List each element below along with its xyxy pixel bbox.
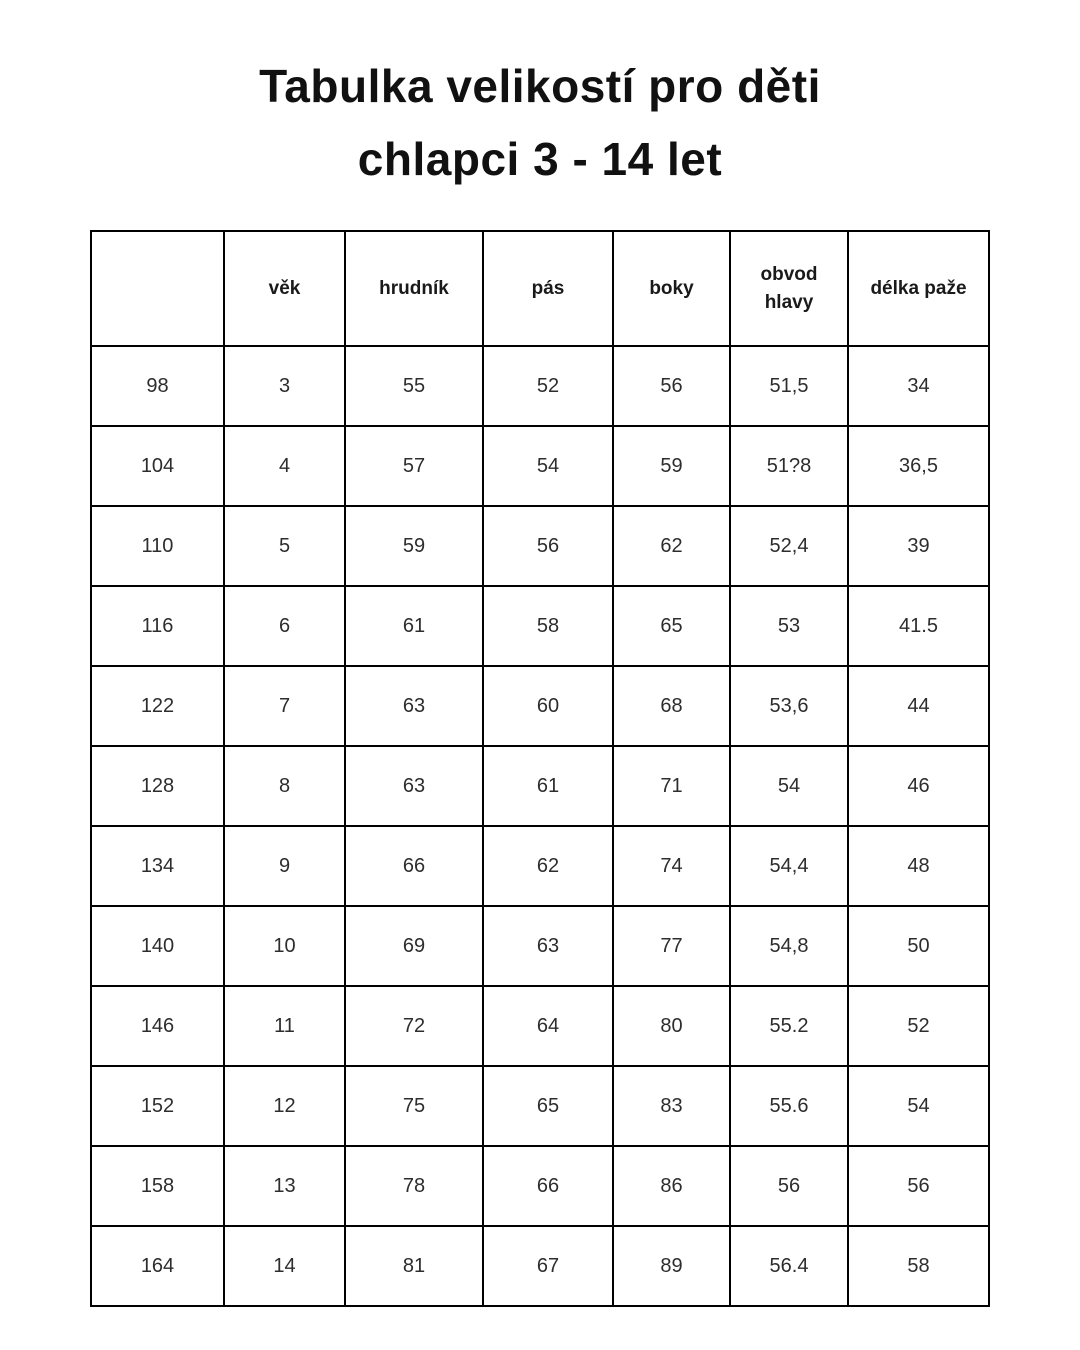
table-cell: 56 (613, 346, 730, 426)
size-cell: 152 (91, 1066, 224, 1146)
table-cell: 54 (483, 426, 613, 506)
table-cell: 53 (730, 586, 848, 666)
table-cell: 7 (224, 666, 345, 746)
table-cell: 54 (848, 1066, 989, 1146)
table-cell: 53,6 (730, 666, 848, 746)
title-line-1: Tabulka velikostí pro děti (259, 60, 821, 112)
table-row (91, 1146, 989, 1226)
column-header: věk (224, 231, 345, 346)
header-row (91, 231, 989, 346)
table-cell: 78 (345, 1146, 483, 1226)
table-cell: 63 (345, 746, 483, 826)
table-row (91, 346, 989, 426)
size-cell: 128 (91, 746, 224, 826)
title-line-2: chlapci 3 - 14 let (357, 133, 723, 185)
size-cell: 98 (91, 346, 224, 426)
size-cell: 158 (91, 1146, 224, 1226)
size-cell: 110 (91, 506, 224, 586)
table-cell: 59 (613, 426, 730, 506)
table-cell: 8 (224, 746, 345, 826)
table-row (91, 1226, 989, 1306)
table-cell: 9 (224, 826, 345, 906)
table-cell: 52,4 (730, 506, 848, 586)
table-cell: 62 (483, 826, 613, 906)
column-header: délka paže (848, 231, 989, 346)
table-cell: 62 (613, 506, 730, 586)
table-cell: 64 (483, 986, 613, 1066)
column-header: pás (483, 231, 613, 346)
table-cell: 52 (483, 346, 613, 426)
table-cell: 56.4 (730, 1226, 848, 1306)
table-row (91, 586, 989, 666)
page-title (0, 50, 1080, 196)
table-cell: 63 (483, 906, 613, 986)
size-cell: 122 (91, 666, 224, 746)
size-cell: 104 (91, 426, 224, 506)
table-cell: 65 (483, 1066, 613, 1146)
table-cell: 36,5 (848, 426, 989, 506)
table-cell: 67 (483, 1226, 613, 1306)
table-cell: 46 (848, 746, 989, 826)
table-cell: 6 (224, 586, 345, 666)
size-table (90, 230, 990, 1307)
table-cell: 55.2 (730, 986, 848, 1066)
table-cell: 86 (613, 1146, 730, 1226)
table-row (91, 906, 989, 986)
table-cell: 56 (483, 506, 613, 586)
table-cell: 75 (345, 1066, 483, 1146)
table-cell: 13 (224, 1146, 345, 1226)
table-cell: 60 (483, 666, 613, 746)
table-cell: 74 (613, 826, 730, 906)
size-table-body (91, 346, 989, 1306)
table-cell: 54,4 (730, 826, 848, 906)
table-cell: 61 (483, 746, 613, 826)
table-cell: 66 (345, 826, 483, 906)
table-cell: 5 (224, 506, 345, 586)
table-cell: 81 (345, 1226, 483, 1306)
table-cell: 56 (848, 1146, 989, 1226)
table-cell: 11 (224, 986, 345, 1066)
table-cell: 57 (345, 426, 483, 506)
size-cell: 146 (91, 986, 224, 1066)
table-cell: 55 (345, 346, 483, 426)
table-cell: 51?8 (730, 426, 848, 506)
table-cell: 58 (848, 1226, 989, 1306)
table-cell: 58 (483, 586, 613, 666)
table-cell: 71 (613, 746, 730, 826)
table-cell: 54 (730, 746, 848, 826)
table-cell: 39 (848, 506, 989, 586)
table-cell: 59 (345, 506, 483, 586)
table-row (91, 746, 989, 826)
size-cell: 164 (91, 1226, 224, 1306)
size-cell: 140 (91, 906, 224, 986)
table-cell: 10 (224, 906, 345, 986)
table-cell: 77 (613, 906, 730, 986)
table-row (91, 506, 989, 586)
table-cell: 65 (613, 586, 730, 666)
table-cell: 89 (613, 1226, 730, 1306)
table-row (91, 666, 989, 746)
table-cell: 4 (224, 426, 345, 506)
table-cell: 55.6 (730, 1066, 848, 1146)
table-cell: 12 (224, 1066, 345, 1146)
table-cell: 14 (224, 1226, 345, 1306)
table-cell: 50 (848, 906, 989, 986)
table-cell: 69 (345, 906, 483, 986)
table-cell: 66 (483, 1146, 613, 1226)
size-cell: 134 (91, 826, 224, 906)
column-header: hrudník (345, 231, 483, 346)
table-cell: 83 (613, 1066, 730, 1146)
table-cell: 61 (345, 586, 483, 666)
table-cell: 34 (848, 346, 989, 426)
table-row (91, 426, 989, 506)
table-cell: 44 (848, 666, 989, 746)
column-header: boky (613, 231, 730, 346)
table-row (91, 986, 989, 1066)
column-header (91, 231, 224, 346)
table-cell: 48 (848, 826, 989, 906)
table-cell: 80 (613, 986, 730, 1066)
table-row (91, 826, 989, 906)
table-cell: 72 (345, 986, 483, 1066)
table-cell: 54,8 (730, 906, 848, 986)
table-cell: 3 (224, 346, 345, 426)
table-cell: 56 (730, 1146, 848, 1226)
table-cell: 63 (345, 666, 483, 746)
column-header: obvod hlavy (730, 231, 848, 346)
table-cell: 68 (613, 666, 730, 746)
size-cell: 116 (91, 586, 224, 666)
table-cell: 52 (848, 986, 989, 1066)
table-cell: 41.5 (848, 586, 989, 666)
table-cell: 51,5 (730, 346, 848, 426)
table-row (91, 1066, 989, 1146)
